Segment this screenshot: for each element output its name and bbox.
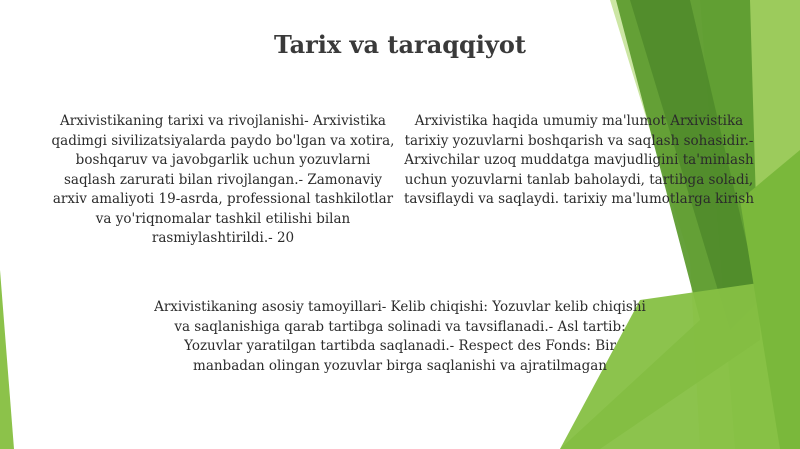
overview-text-block: Arxivistika haqida umumiy ma'lumot Arxivistika tarixiy yozuvlarni boshqarish va saqlash sohasidir.- Arxivchilar uzoq muddatga mavjudligini ta'minlash uchun yozuvlarni tanlab baholaydi, tartibga soladi, tavsiflaydi va saqlaydi. tarixiy ma'lumotlarga kirish <box>403 113 755 207</box>
principles-text-block: Arxivistikaning asosiy tamoyillari- Kelib chiqishi: Yozuvlar kelib chiqishi va saqlanishiga qarab tartibga solinadi va tavsiflanadi.- Asl tartib: Yozuvlar yaratilgan tartibda saqlanadi.- Respect des Fonds: Bir manbadan olingan yozuvlar birga saqlanishi va ajratilmagan <box>154 299 646 374</box>
left-edge-shape <box>0 270 14 449</box>
slide-title: Tarix va taraqqiyot <box>274 30 526 59</box>
history-text-block: Arxivistikaning tarixi va rivojlanishi- Arxivistika qadimgi sivilizatsiyalarda paydo bo'lgan va xotira, boshqaruv va javobgarlik uchun yozuvlarni saqlash zarurati bilan rivojlangan.- Zamonaviy arxiv amaliyoti 19-asrda, professional tashkilotlar va yo'riqnomalar tashkil etilishi bilan rasmiylashtirildi.- 20 <box>51 113 395 246</box>
